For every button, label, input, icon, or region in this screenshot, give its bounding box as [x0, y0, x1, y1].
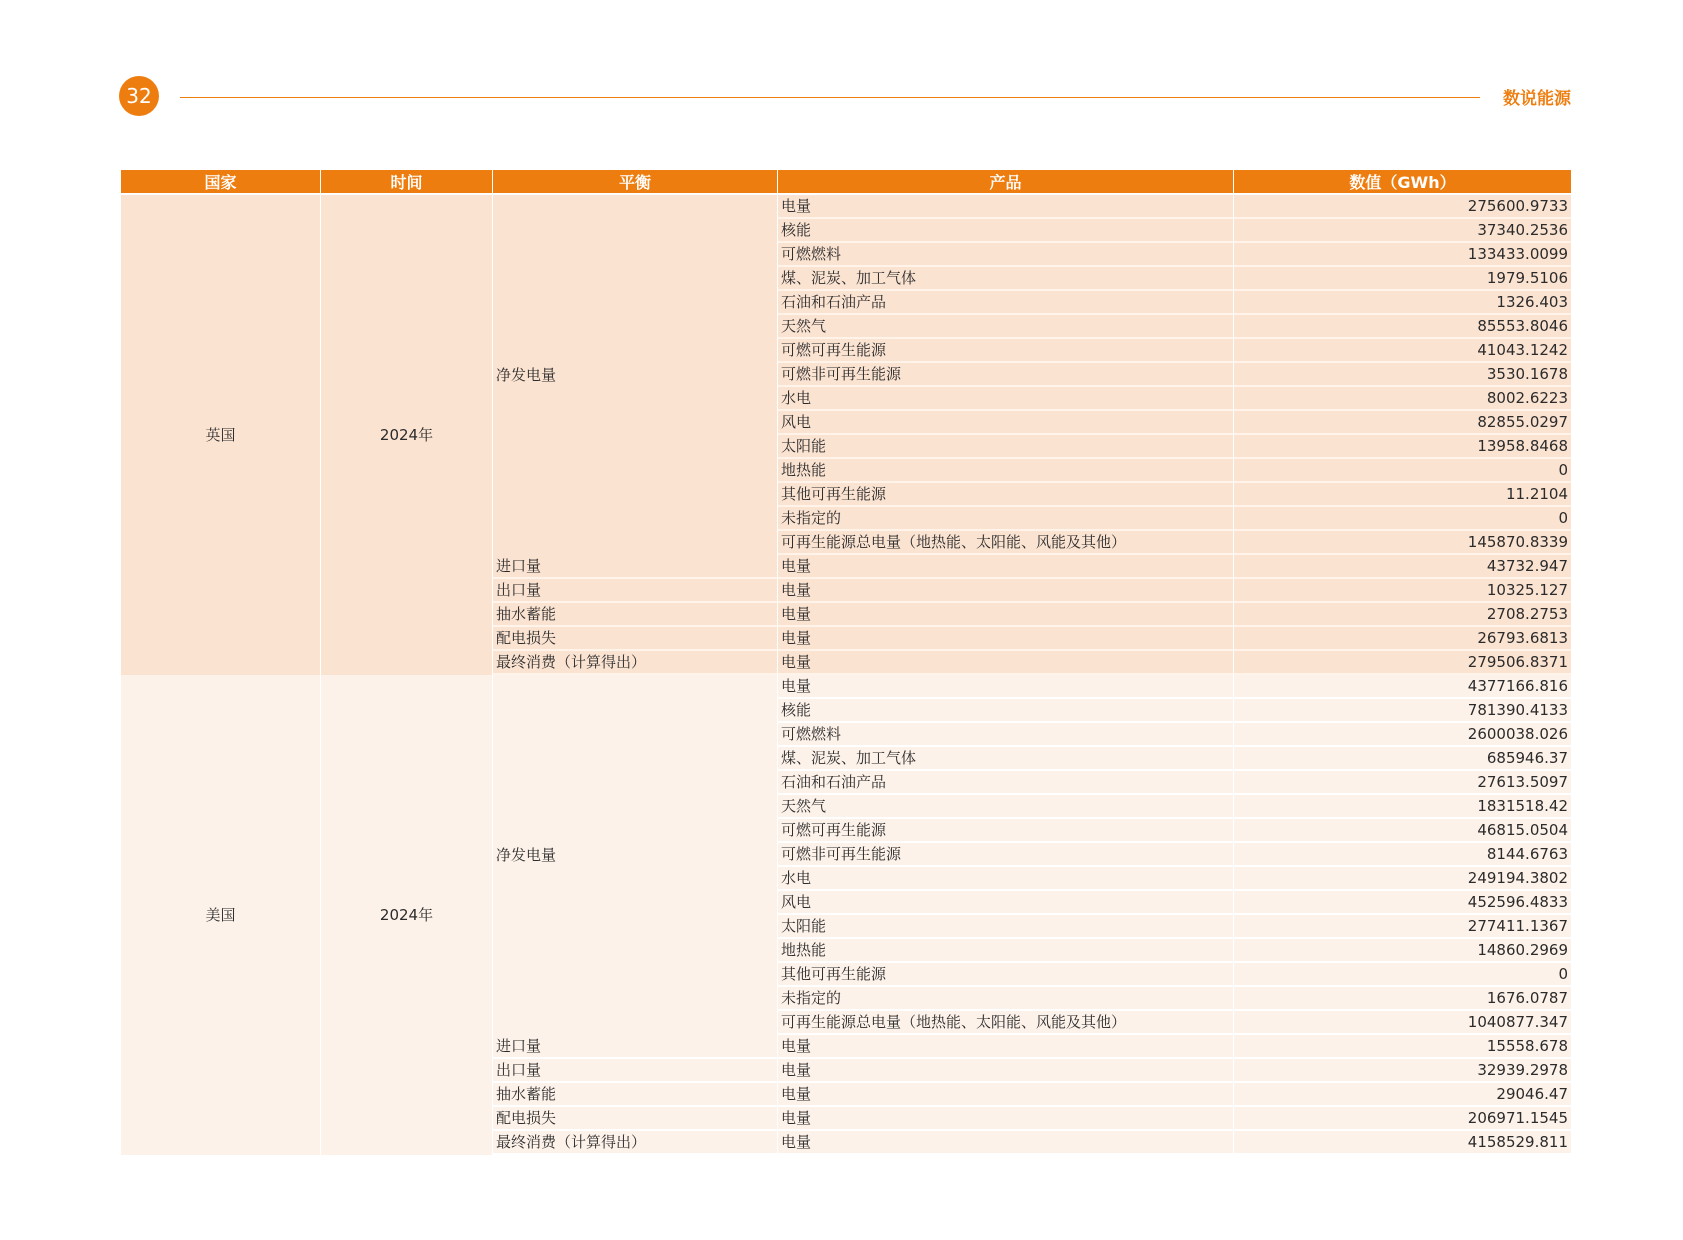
product-cell: 地热能: [778, 459, 1233, 483]
value-cell: 685946.37: [1234, 747, 1571, 771]
country-cell: 美国: [121, 675, 320, 1155]
product-cell: 地热能: [778, 939, 1233, 963]
product-cell: 风电: [778, 891, 1233, 915]
product-cell: 核能: [778, 699, 1233, 723]
product-cell: 可燃非可再生能源: [778, 843, 1233, 867]
value-cell: 1040877.347: [1234, 1011, 1571, 1035]
value-cell: 26793.6813: [1234, 627, 1571, 651]
product-cell: 可燃可再生能源: [778, 819, 1233, 843]
product-cell: 电量: [778, 1035, 1233, 1059]
balance-cell: 抽水蓄能: [493, 1083, 777, 1107]
product-cell: 水电: [778, 387, 1233, 411]
value-cell: 279506.8371: [1234, 651, 1571, 675]
product-cell: 电量: [778, 1107, 1233, 1131]
column-header-country: 国家: [121, 170, 320, 195]
table-body: [121, 195, 1571, 1155]
balance-cell: 出口量: [493, 579, 777, 603]
product-cell: 未指定的: [778, 507, 1233, 531]
column-header-product: 产品: [778, 170, 1233, 195]
value-cell: 1676.0787: [1234, 987, 1571, 1011]
value-cell: 29046.47: [1234, 1083, 1571, 1107]
value-cell: 0: [1234, 459, 1571, 483]
value-cell: 8002.6223: [1234, 387, 1571, 411]
value-cell: 4377166.816: [1234, 675, 1571, 699]
energy-balance-table: [120, 170, 1572, 1155]
value-cell: 15558.678: [1234, 1035, 1571, 1059]
product-cell: 煤、泥炭、加工气体: [778, 267, 1233, 291]
header-divider: [180, 97, 1480, 98]
product-cell: 核能: [778, 219, 1233, 243]
product-cell: 风电: [778, 411, 1233, 435]
value-cell: 46815.0504: [1234, 819, 1571, 843]
product-cell: 可燃可再生能源: [778, 339, 1233, 363]
value-cell: 452596.4833: [1234, 891, 1571, 915]
value-cell: 1979.5106: [1234, 267, 1571, 291]
value-cell: 1326.403: [1234, 291, 1571, 315]
value-cell: 85553.8046: [1234, 315, 1571, 339]
column-header-value: 数值（GWh）: [1234, 170, 1571, 195]
product-cell: 电量: [778, 579, 1233, 603]
product-cell: 可再生能源总电量（地热能、太阳能、风能及其他）: [778, 531, 1233, 555]
value-cell: 32939.2978: [1234, 1059, 1571, 1083]
year-cell: 2024年: [321, 675, 492, 1155]
year-cell: 2024年: [321, 195, 492, 675]
value-cell: 0: [1234, 507, 1571, 531]
value-cell: 145870.8339: [1234, 531, 1571, 555]
page-number-badge: 32: [119, 76, 159, 116]
product-cell: 石油和石油产品: [778, 771, 1233, 795]
value-cell: 41043.1242: [1234, 339, 1571, 363]
product-cell: 太阳能: [778, 915, 1233, 939]
value-cell: 1831518.42: [1234, 795, 1571, 819]
table-row: [121, 675, 1571, 699]
value-cell: 10325.127: [1234, 579, 1571, 603]
product-cell: 电量: [778, 675, 1233, 699]
product-cell: 石油和石油产品: [778, 291, 1233, 315]
balance-cell: 净发电量: [493, 675, 777, 1035]
value-cell: 4158529.811: [1234, 1131, 1571, 1155]
value-cell: 206971.1545: [1234, 1107, 1571, 1131]
product-cell: 电量: [778, 651, 1233, 675]
value-cell: 781390.4133: [1234, 699, 1571, 723]
product-cell: 太阳能: [778, 435, 1233, 459]
value-cell: 37340.2536: [1234, 219, 1571, 243]
balance-cell: 最终消费（计算得出）: [493, 651, 777, 675]
value-cell: 249194.3802: [1234, 867, 1571, 891]
product-cell: 电量: [778, 555, 1233, 579]
section-title: 数说能源: [1503, 89, 1571, 109]
balance-cell: 抽水蓄能: [493, 603, 777, 627]
balance-cell: 出口量: [493, 1059, 777, 1083]
value-cell: 277411.1367: [1234, 915, 1571, 939]
value-cell: 275600.9733: [1234, 195, 1571, 219]
product-cell: 可燃燃料: [778, 243, 1233, 267]
balance-cell: 最终消费（计算得出）: [493, 1131, 777, 1155]
balance-cell: 配电损失: [493, 1107, 777, 1131]
product-cell: 电量: [778, 627, 1233, 651]
value-cell: 133433.0099: [1234, 243, 1571, 267]
value-cell: 14860.2969: [1234, 939, 1571, 963]
product-cell: 天然气: [778, 795, 1233, 819]
balance-cell: 配电损失: [493, 627, 777, 651]
table-row: [121, 195, 1571, 219]
country-cell: 英国: [121, 195, 320, 675]
value-cell: 2708.2753: [1234, 603, 1571, 627]
product-cell: 可再生能源总电量（地热能、太阳能、风能及其他）: [778, 1011, 1233, 1035]
value-cell: 27613.5097: [1234, 771, 1571, 795]
value-cell: 2600038.026: [1234, 723, 1571, 747]
value-cell: 13958.8468: [1234, 435, 1571, 459]
product-cell: 电量: [778, 195, 1233, 219]
value-cell: 82855.0297: [1234, 411, 1571, 435]
product-cell: 其他可再生能源: [778, 963, 1233, 987]
value-cell: 11.2104: [1234, 483, 1571, 507]
product-cell: 水电: [778, 867, 1233, 891]
balance-cell: 进口量: [493, 555, 777, 579]
product-cell: 可燃燃料: [778, 723, 1233, 747]
product-cell: 可燃非可再生能源: [778, 363, 1233, 387]
product-cell: 电量: [778, 1131, 1233, 1155]
value-cell: 3530.1678: [1234, 363, 1571, 387]
value-cell: 43732.947: [1234, 555, 1571, 579]
value-cell: 0: [1234, 963, 1571, 987]
column-header-time: 时间: [321, 170, 492, 195]
balance-cell: 进口量: [493, 1035, 777, 1059]
column-header-balance: 平衡: [493, 170, 777, 195]
product-cell: 电量: [778, 1083, 1233, 1107]
table-header-row: [121, 170, 1571, 195]
product-cell: 未指定的: [778, 987, 1233, 1011]
product-cell: 煤、泥炭、加工气体: [778, 747, 1233, 771]
product-cell: 其他可再生能源: [778, 483, 1233, 507]
product-cell: 电量: [778, 603, 1233, 627]
balance-cell: 净发电量: [493, 195, 777, 555]
product-cell: 电量: [778, 1059, 1233, 1083]
value-cell: 8144.6763: [1234, 843, 1571, 867]
product-cell: 天然气: [778, 315, 1233, 339]
